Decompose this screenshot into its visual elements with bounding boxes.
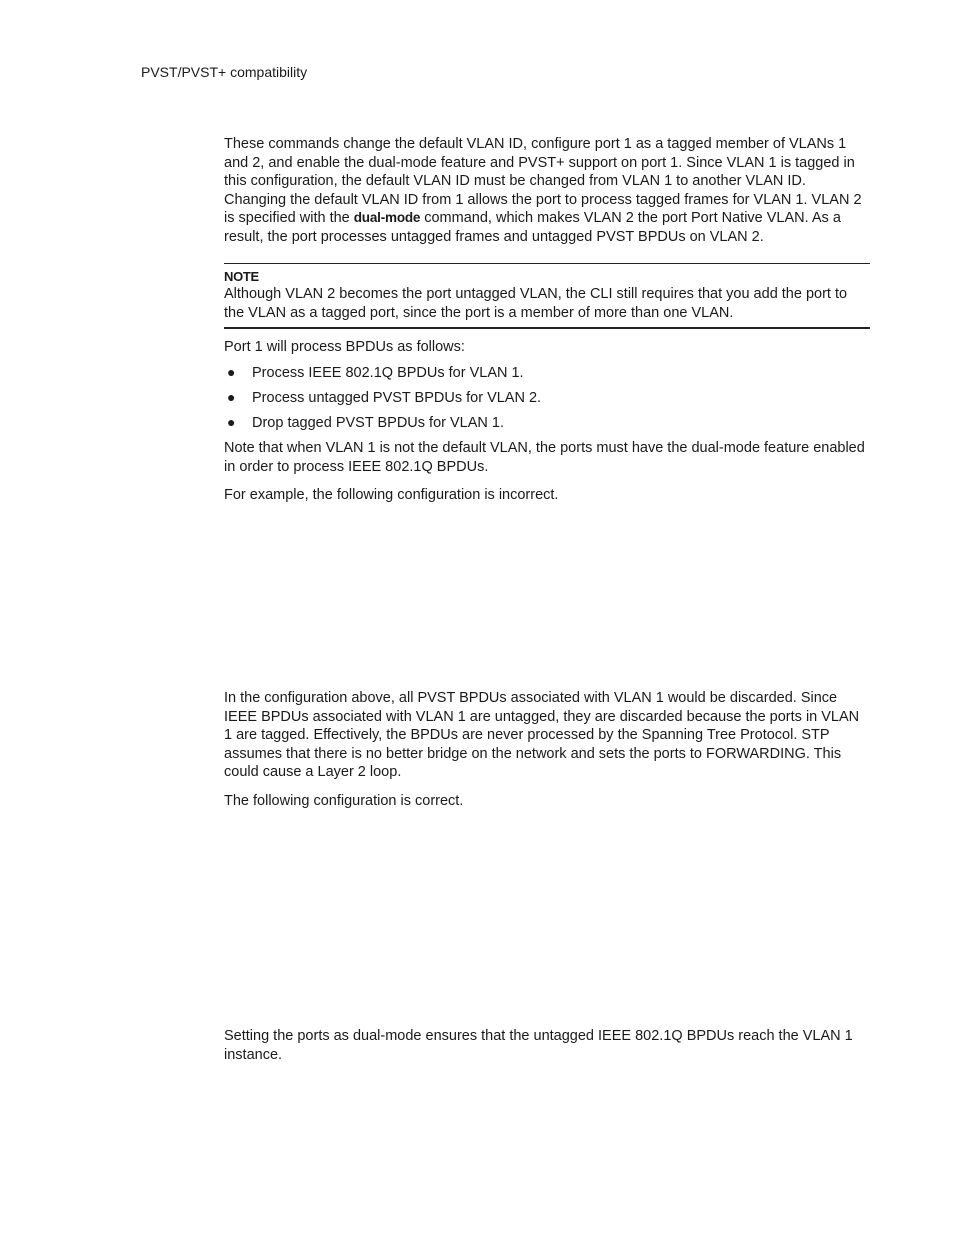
intro-text-before: These commands change the default VLAN ID, configure port 1 as a tagged member of VLANs 1 and 2, and enable the dual-mode feature and PVST+ support on port 1. Since VLAN 1 is tagged in this configuration, the default VLAN ID must be changed from VLAN 1 to another VLAN ID. Changing the default VLAN ID from 1 allows the port to process tagged frames for VLAN 1. VLAN 2 is specified with the: [224, 136, 862, 227]
note-box: [224, 263, 870, 329]
list-item-text: Process IEEE 802.1Q BPDUs for VLAN 1.: [252, 365, 524, 381]
list-item: [224, 364, 870, 389]
list-item: [224, 414, 870, 439]
intro-text-after: command, which makes VLAN 2 the port Port Native VLAN. As a result, the port processes untagged frames and untagged PVST BPDUs on VLAN 2.: [224, 210, 841, 245]
bpdu-list: [224, 364, 870, 439]
list-item: [224, 389, 870, 414]
bullet-icon: ●: [227, 364, 236, 380]
correct-config-intro: The following configuration is correct.: [224, 793, 464, 809]
incorrect-config-explanation: In the configuration above, all PVST BPDUs associated with VLAN 1 would be discarded. Since IEEE BPDUs associated with VLAN 1 are untagged, they are discarded because the ports in VLAN 1 are tagged. Effectively, the BPDUs are never processed by the Spanning Tree Protocol. STP assumes that there is no better bridge on the network and sets the ports to FORWARDING. This could cause a Layer 2 loop.: [224, 690, 860, 781]
default-vlan-note: Note that when VLAN 1 is not the default VLAN, the ports must have the dual-mode feature enabled in order to process IEEE 802.1Q BPDUs.: [224, 440, 865, 475]
running-header: PVST/PVST+ compatibility: [141, 64, 308, 80]
list-item-text: Drop tagged PVST BPDUs for VLAN 1.: [252, 415, 504, 431]
bullet-icon: ●: [227, 389, 236, 405]
bullet-icon: ●: [227, 414, 236, 430]
note-label: NOTE: [224, 269, 259, 284]
conclusion-paragraph: Setting the ports as dual-mode ensures that the untagged IEEE 802.1Q BPDUs reach the VLAN 1 instance.: [224, 1028, 853, 1063]
incorrect-config-intro: For example, the following configuration is incorrect.: [224, 487, 559, 503]
intro-paragraph: [224, 135, 870, 247]
list-item-text: Process untagged PVST BPDUs for VLAN 2.: [252, 390, 542, 406]
dual-mode-keyword: dual-mode: [353, 210, 421, 226]
note-text: Although VLAN 2 becomes the port untagged VLAN, the CLI still requires that you add the port to the VLAN as a tagged port, since the port is a member of more than one VLAN.: [224, 286, 848, 321]
bpdu-intro: Port 1 will process BPDUs as follows:: [224, 339, 465, 355]
